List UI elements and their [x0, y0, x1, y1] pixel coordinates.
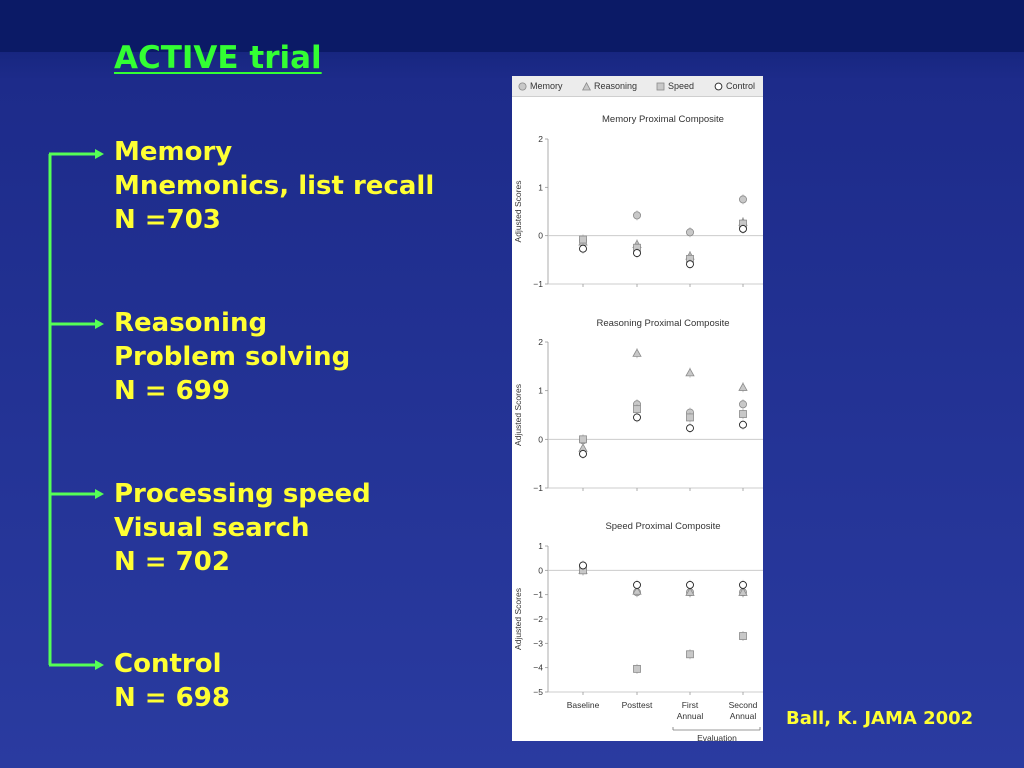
- group-memory-name: Memory: [114, 137, 233, 167]
- marker-control-2-1: [634, 581, 641, 588]
- y-tick-label-2-4: −3: [533, 638, 543, 649]
- panel-title-0: Memory Proximal Composite: [602, 114, 724, 125]
- citation: Ball, K. JAMA 2002: [786, 708, 974, 729]
- legend-memory-label: Memory: [530, 81, 563, 91]
- y-tick-label-2-6: −5: [533, 687, 543, 697]
- marker-control-0-3: [740, 225, 747, 232]
- arrow-memory: [49, 149, 104, 159]
- panel-title-2: Speed Proximal Composite: [605, 521, 721, 532]
- group-bracket: [0, 0, 120, 768]
- legend-control-label: Control: [726, 81, 756, 91]
- panel-title-1: Reasoning Proximal Composite: [596, 318, 730, 329]
- marker-speed-2-1: [634, 665, 641, 672]
- marker-control-2-3: [740, 581, 747, 588]
- y-tick-label-0-2: 0: [538, 230, 543, 241]
- group-reasoning-n: N = 699: [114, 376, 230, 406]
- marker-control-0-0: [580, 245, 587, 252]
- group-memory: [114, 135, 434, 237]
- group-reasoning-task: Problem solving: [114, 342, 351, 372]
- marker-control-1-3: [740, 421, 747, 428]
- marker-reasoning-1-2: [686, 369, 694, 376]
- y-tick-label-0-1: 1: [538, 182, 543, 193]
- results-figure: [512, 76, 763, 741]
- group-speed-task: Visual search: [114, 513, 310, 543]
- marker-memory-0-1: [633, 212, 640, 219]
- group-speed-n: N = 702: [114, 547, 230, 577]
- y-tick-label-1-2: 0: [538, 434, 543, 445]
- marker-control-0-2: [687, 261, 694, 268]
- y-axis-label-1: Adjusted Scores: [513, 384, 523, 446]
- x-tick-label-0-0: Baseline: [566, 700, 600, 710]
- marker-speed-1-0: [580, 436, 587, 443]
- marker-memory-0-3: [739, 196, 746, 203]
- y-tick-label-1-3: −1: [533, 483, 543, 493]
- x-tick-label-3-0: Second: [728, 700, 758, 710]
- y-axis-label-2: Adjusted Scores: [513, 588, 523, 650]
- marker-control-1-0: [580, 450, 587, 457]
- y-tick-label-0-3: −1: [533, 279, 543, 289]
- marker-memory-1-3: [739, 401, 746, 408]
- marker-speed-2-3: [740, 633, 747, 640]
- x-group-label: Evaluation: [697, 733, 737, 741]
- y-tick-label-2-2: −1: [533, 589, 543, 600]
- y-tick-label-1-0: 2: [538, 337, 543, 347]
- legend-reasoning-label: Reasoning: [594, 81, 638, 91]
- y-tick-label-0-0: 2: [538, 134, 543, 144]
- slide-title: ACTIVE trial: [114, 40, 322, 76]
- marker-reasoning-1-1: [633, 349, 641, 356]
- x-tick-label-2-1: Annual: [676, 711, 704, 721]
- group-control-n: N = 698: [114, 683, 230, 713]
- arrow-reasoning: [49, 319, 104, 329]
- marker-control-1-1: [634, 414, 641, 421]
- marker-speed-1-3: [740, 411, 747, 418]
- y-tick-label-2-5: −4: [533, 662, 543, 673]
- group-speed-name: Processing speed: [114, 479, 371, 509]
- arrow-speed: [49, 489, 104, 499]
- group-memory-n: N =703: [114, 205, 221, 235]
- marker-control-2-0: [580, 562, 587, 569]
- x-tick-label-1-0: Posttest: [621, 700, 653, 710]
- group-speed: [114, 477, 371, 579]
- marker-reasoning-1-3: [739, 383, 747, 390]
- x-tick-label-2-0: First: [681, 700, 699, 710]
- group-reasoning-name: Reasoning: [114, 308, 268, 338]
- marker-control-0-1: [634, 250, 641, 257]
- group-control-name: Control: [114, 649, 222, 679]
- marker-speed-2-2: [687, 651, 694, 658]
- legend-speed-label: Speed: [668, 81, 695, 91]
- y-axis-label-0: Adjusted Scores: [513, 180, 523, 243]
- marker-control-1-2: [687, 425, 694, 432]
- marker-memory-0-2: [686, 229, 693, 236]
- y-tick-label-2-3: −2: [533, 614, 543, 624]
- y-tick-label-1-1: 1: [538, 385, 543, 396]
- marker-speed-1-2: [687, 414, 694, 421]
- group-memory-task: Mnemonics, list recall: [114, 171, 435, 201]
- arrow-control: [49, 660, 104, 670]
- marker-control-2-2: [687, 581, 694, 588]
- marker-speed-0-0: [580, 236, 587, 243]
- marker-speed-1-1: [634, 406, 641, 413]
- group-reasoning: [114, 306, 350, 408]
- y-tick-label-2-0: 1: [538, 541, 543, 551]
- plots-svg: [512, 76, 763, 741]
- x-tick-label-3-1: Annual: [729, 711, 757, 721]
- y-tick-label-2-1: 0: [538, 565, 543, 576]
- group-control: [114, 647, 230, 715]
